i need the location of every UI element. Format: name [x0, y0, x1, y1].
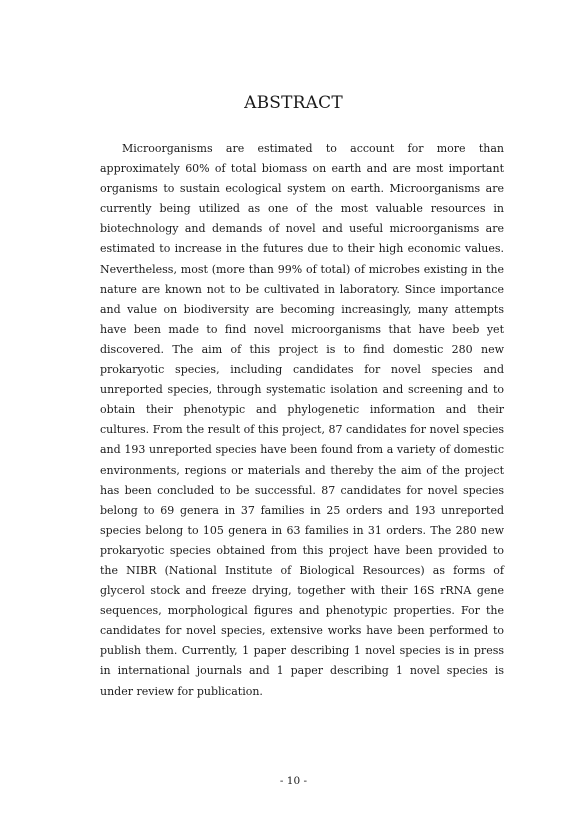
- page-title: ABSTRACT: [244, 93, 343, 113]
- abstract-paragraph: Microorganisms are estimated to account for more than approximately 60% of total biomass on earth and are most important organisms to sustain ecological system on earth. Microorganisms are currently being utilized as one of the most valuable resources in biotechnology and demands of novel and useful microorganisms are estimated to increase in the futures due to their high economic values. Nevertheless, most (more than 99% of total) of microbes existing in the nature are known not to be cultivated in laboratory. Since importance and value on biodiversity are becoming increasingly, many attempts have been made to find novel microorganisms that have beeb yet discovered. The aim of this project is to find domestic 280 new prokaryotic species, including candidates for novel species and unreported species, through systematic isolation and screening and to obtain their phenotypic and phylogenetic information and their cultures. From the result of this project, 87 candidates for novel species and 193 unreported species have been found from a variety of domestic environments, regions or materials and thereby the aim of the project has been concluded to be successful. 87 candidates for novel species belong to 69 genera in 37 families in 25 orders and 193 unreported species belong to 105 genera in 63 families in 31 orders. The 280 new prokaryotic species obtained from this project have been provided to the NIBR (National Institute of Biological Resources) as forms of glycerol stock and freeze drying, together with their 16S rRNA gene sequences, morphological figures and phenotypic properties. For the candidates for novel species, extensive works have been performed to publish them. Currently, 1 paper describing 1 novel species is in press in international journals and 1 paper describing 1 novel species is under review for publication.: [100, 142, 504, 698]
- page-number: - 10 -: [279, 775, 308, 787]
